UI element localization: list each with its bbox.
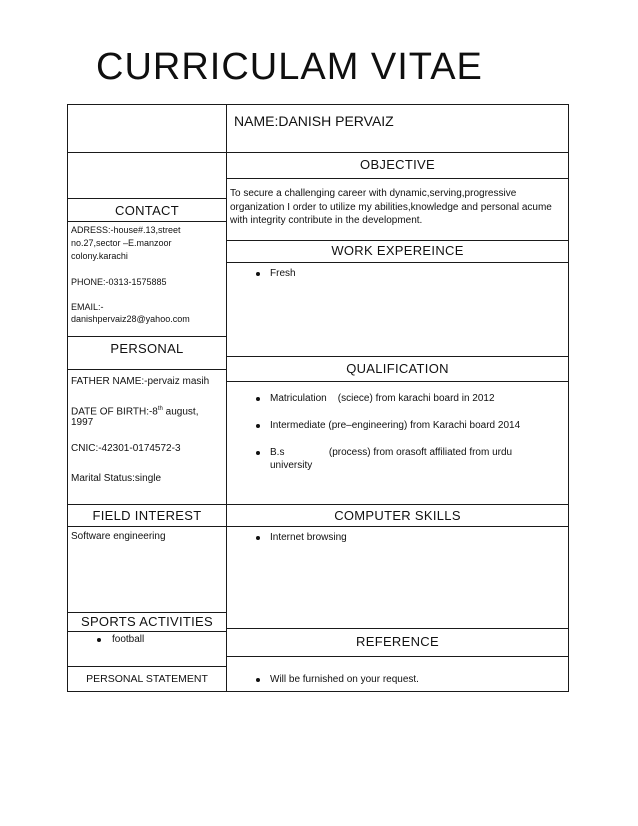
bullet-icon [256,678,260,682]
contact-heading: CONTACT [115,203,179,218]
date-of-birth-year: 1997 [71,417,94,428]
right-rule [226,152,569,153]
field-interest-text: Software engineering [71,531,166,542]
computer-skill-item: Internet browsing [270,532,347,543]
qualification-item: B.s (process) from orasoft affiliated from urdu university [270,447,515,471]
email: danishpervaiz28@yahoo.com [71,314,190,324]
personal-statement-heading: PERSONAL STATEMENT [86,673,208,685]
cnic: CNIC:-42301-0174572-3 [71,443,181,454]
right-rule [226,240,569,241]
candidate-name: NAME:DANISH PERVAIZ [234,113,394,129]
personal-heading: PERSONAL [110,341,184,356]
left-rule [67,631,226,632]
objective-text: To secure a challenging career with dynamic,serving,progressive organization I order to utilize my abilities,knowledge and personal acume with integrity contribute in the development. [230,188,552,226]
right-rule [226,656,569,657]
dob-sup: th [157,406,163,412]
qualification-heading: QUALIFICATION [346,361,449,376]
qualification-item: Matriculation (sciece) from karachi board in 2012 [270,393,495,404]
column-divider [226,104,227,692]
work-item: Fresh [270,268,296,279]
marital-status: Marital Status:single [71,473,162,484]
left-rule [67,152,226,153]
sports-heading: SPORTS ACTIVITIES [80,614,213,629]
father-name: FATHER NAME:-pervaiz masih [71,376,210,387]
address-line: no.27,sector –E.manzoor [71,238,172,248]
right-rule [226,628,569,629]
dob-suffix: august, [162,406,199,418]
address-line: ADRESS:-house#.13,street [71,225,181,235]
bullet-icon [256,272,260,276]
phone: PHONE:-0313-1575885 [71,277,167,287]
bullet-icon [256,536,260,540]
bullet-icon [97,638,101,642]
address-line: colony.karachi [71,251,128,261]
document-title: CURRICULAM VITAE [96,46,483,88]
right-rule [226,504,569,505]
left-rule [67,526,226,527]
computer-skills-heading: COMPUTER SKILLS [334,508,461,523]
reference-heading: REFERENCE [356,634,439,649]
left-rule [67,336,226,337]
reference-item: Will be furnished on your request. [270,674,419,685]
left-rule [67,612,226,613]
table-border-bottom [67,691,569,692]
left-rule [67,369,226,370]
table-border-left [67,104,68,692]
email-label: EMAIL:- [71,302,104,312]
right-rule [226,356,569,357]
bullet-icon [256,424,260,428]
dob-prefix: DATE OF BIRTH:-8 [71,406,158,418]
left-rule [67,221,226,222]
field-interest-heading: FIELD INTEREST [92,508,202,523]
bullet-icon [256,397,260,401]
work-experience-heading: WORK EXPEREINCE [331,243,464,258]
right-rule [226,381,569,382]
objective-heading: OBJECTIVE [360,157,435,172]
table-border-top [67,104,569,105]
sports-item: football [112,634,145,645]
table-border-right [568,104,569,692]
left-rule [67,504,226,505]
left-rule [67,666,226,667]
qualification-item: Intermediate (pre–engineering) from Karachi board 2014 [270,420,521,431]
right-rule [226,262,569,263]
left-rule [67,198,226,199]
right-rule [226,526,569,527]
right-rule [226,178,569,179]
bullet-icon [256,451,260,455]
